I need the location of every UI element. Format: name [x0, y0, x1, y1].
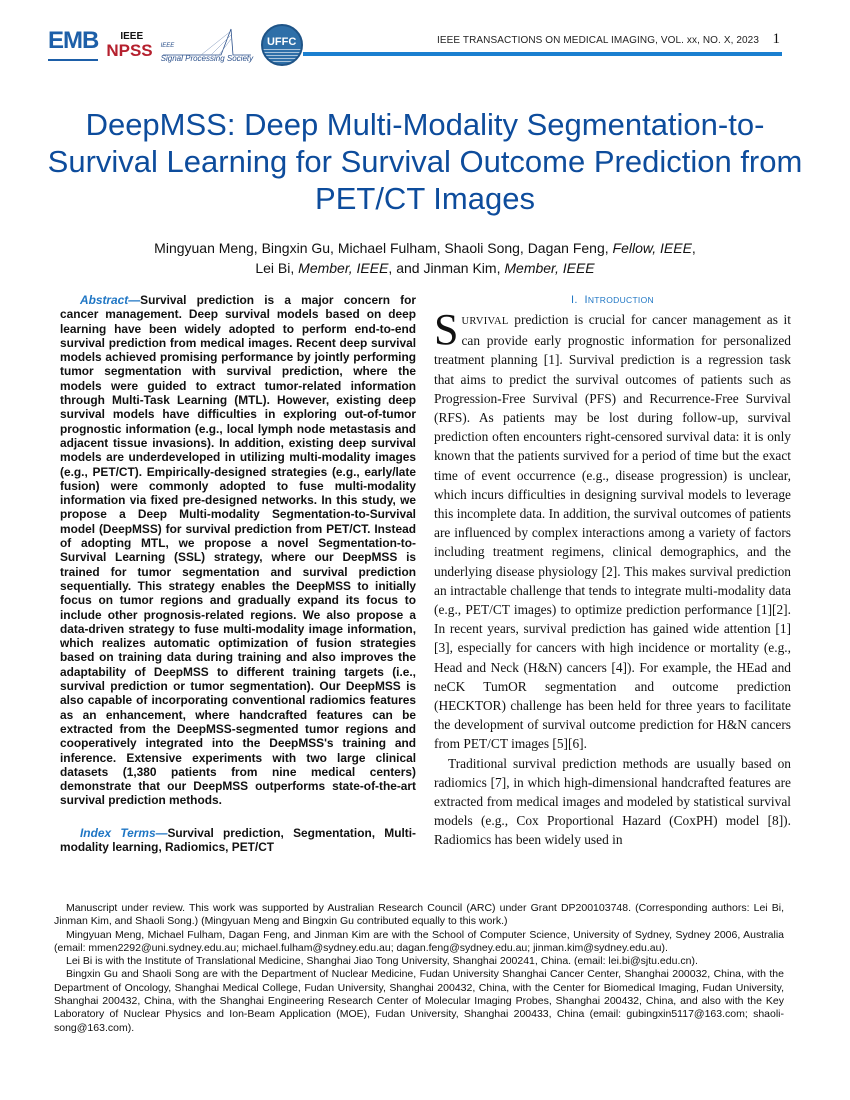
section-title-first: I	[584, 294, 588, 306]
comma: ,	[691, 240, 696, 256]
author-jinman-kim: , and Jinman Kim,	[388, 260, 501, 276]
abstract-text: Survival prediction is a major concern for cancer management. Deep survival models based on deep learning have been widely adopted to perform end-to-end survival prediction from medical images. Recent deep survival models achieved promising performance by jointly performing tumor segmentation with survival prediction, where the models were guided to extract tumor-related information through Multi-Task Learning (MTL). However, existing deep survival models have difficulties in exploring out-of-tumor prognostic information (e.g., local lymph node metastasis and adjacent tissue invasions). In addition, existing deep survival models are underdeveloped in utilizing multi-modality images (e.g., PET/CT). Empirically-designed strategies (e.g., early/late fusion) were commonly adopted to fuse multi-modality information via fixed pre-designed networks. In this study, we propose a Deep Multi-modality Segmentation-to-Survival model (DeepMSS) for survival prediction from PET/CT. Instead of adopting MTL, we propose a novel Segmentation-to-Survival Learning (SSL) strategy, where our DeepMSS is trained for tumor segmentation and survival prediction sequentially. This strategy enables the DeepMSS to initially focus on tumor regions and gradually expand its focus to include other prognosis-related regions. We also propose a data-driven strategy to fuse multi-modality image information, which realizes automatic optimization of fusion strategies based on training data during training and also improves the adaptability of DeepMSS to different training targets (i.e., survival prediction or tumor segmentation). Our DeepMSS is also capable of incorporating conventional radiomics features as an enhancement, where handcrafted features can be extracted from the DeepMSS-segmented tumor regions and cooperatively integrated into the DeepMSS's training and inference. Extensive experiments with two large clinical datasets (1,380 patients from nine medical centers) demonstrate that our DeepMSS outperforms state-of-the-art survival prediction methods.	[60, 293, 416, 808]
right-column	[434, 293, 791, 850]
uffc-text: UFFC	[266, 36, 297, 48]
section-title-rest: NTRODUCTION	[587, 295, 654, 305]
sps-text: Signal Processing Society	[160, 54, 254, 63]
abstract	[60, 293, 416, 808]
authors-names-1: Mingyuan Meng, Bingxin Gu, Michael Fulham, Shaoli Song, Dagan Feng,	[154, 240, 609, 256]
author-role-fellow: Fellow, IEEE	[612, 240, 692, 256]
author-role-member-2: Member, IEEE	[504, 260, 595, 276]
footnote-affiliation-fudan: Bingxin Gu and Shaoli Song are with the Department of Nuclear Medicine, Fudan University Shanghai Cancer Center, Shanghai 200032, China, with the Department of Oncology, Shanghai Medical College, Fudan University, Shanghai 200432, China, with the Center for Biomedical Imaging, Fudan University, Shanghai 200432, China, with the Shanghai Engineering Research Center of Molecular Imaging Probes, Shanghai 200432, China, and also with the Key Laboratory of Nuclear Physics and Ion-Beam Application (MOE), Fudan University, Shanghai 200433, China (email: gubingxin5117@163.com; shaoli-song@163.com).	[54, 968, 784, 1034]
footnote-affiliation-sjtu: Lei Bi is with the Institute of Translational Medicine, Shanghai Jiao Tong University, Shanghai 200241, China. (email: lei.bi@sjtu.edu.cn).	[66, 955, 698, 968]
uffc-waves-icon	[263, 49, 301, 64]
index-terms-label: Index Terms	[80, 825, 156, 840]
section-number: I.	[571, 294, 578, 306]
abstract-dash: —	[128, 293, 141, 307]
footnote-affiliation-sydney: Mingyuan Meng, Michael Fulham, Dagan Feng, and Jinman Kim are with the School of Computer Science, University of Sydney, Sydney 2006, Australia (email: mmen2292@uni.sydney.edu.au; michael.fulham@sydney.edu.au; dagan.feng@sydney.edu.au; jinman.kim@sydney.edu.au).	[54, 928, 784, 954]
smallcaps-lead: URVIVAL	[461, 316, 509, 327]
signal-processing-society-logo	[161, 25, 253, 65]
page-header	[0, 0, 850, 80]
section-title	[584, 294, 653, 306]
index-terms-text: Survival prediction, Segmentation, Multi-modality learning, Radiomics, PET/CT	[60, 825, 416, 854]
author-list	[40, 238, 810, 278]
society-logos	[48, 20, 303, 70]
uffc-logo	[261, 24, 303, 66]
footnotes	[54, 902, 784, 1035]
footnote-funding: Manuscript under review. This work was supported by Australian Research Council (ARC) under Grant DP200103748. (Corresponding authors: Lei Bi, Jinman Kim, and Shaoli Song.) (Mingyuan Meng and Bingxin Gu contributed equally to this work.)	[54, 902, 784, 928]
left-column	[60, 293, 416, 854]
paper-title: DeepMSS: Deep Multi-Modality Segmentation-to-Survival Learning for Survival Outcome Prediction from PET/CT Images	[47, 107, 803, 216]
authors-line-2	[40, 258, 810, 278]
authors-line-1	[40, 238, 810, 258]
intro-paragraph-1-text: prediction is crucial for cancer management as it can provide early prognostic information for personalized treatment planning [1]. Survival prediction is a regression task that aims to predict the survival outcomes of patients such as Progression-Free Survival (PFS) and Recurrence-Free Survival (RFS). As patients may be lost during follow-up, survival prediction often encounters right-censored survival data: it is only known that the patients survived for a period of time but the exact time of event occurrence (e.g., disease progression) is unclear, which incurs difficulties in designing survival models to leverage this incomplete data. In addition, the survival outcomes of patients are influenced by complex interactions among a variety of factors including treatment regimens, clinical demographics, and the underlying disease physiology [2]. This makes survival prediction an intractable challenge that tends to integrate multi-modality data (e.g., PET/CT images) to optimize prediction performance [1][2]. In recent years, survival prediction has gained wide attention [1][3], especially for cancers with high incidence or mortality (e.g., Head and Neck (H&N) cancers [4]). For example, the HEad and neCK TumOR segmentation and outcome prediction (HECKTOR) challenge has been held for three years to facilitate the development of survival outcome prediction for H&N cancers from PET/CT images [5][6].	[434, 312, 791, 752]
intro-paragraph-2: Traditional survival prediction methods are usually based on radiomics [7], in which high-dimensional handcrafted features are extracted from medical images and modeled by statistical survival models (e.g., Cox Proportional Hazard (CoxPH) model [8]). Radiomics has been widely used in	[434, 755, 791, 848]
sps-ieee-text: IEEE	[160, 43, 175, 49]
section-heading-introduction	[434, 293, 791, 307]
abstract-label: Abstract	[80, 293, 129, 307]
npss-logo	[106, 32, 152, 59]
npss-text: NPSS	[106, 40, 153, 60]
dropcap: S	[434, 305, 459, 354]
page-number: 1	[772, 31, 780, 47]
intro-paragraph-1	[434, 305, 791, 754]
emb-logo-text: EMB	[48, 27, 99, 54]
author-role-member-1: Member, IEEE	[298, 260, 389, 276]
index-terms-dash: —	[155, 825, 168, 840]
index-terms	[60, 826, 416, 855]
emb-logo	[48, 29, 98, 61]
author-lei-bi: Lei Bi,	[255, 260, 295, 276]
npss-ieee-text: IEEE	[120, 30, 144, 42]
running-head: IEEE TRANSACTIONS ON MEDICAL IMAGING, VOL. xx, NO. X, 2023	[437, 35, 759, 46]
header-rule	[303, 52, 782, 56]
